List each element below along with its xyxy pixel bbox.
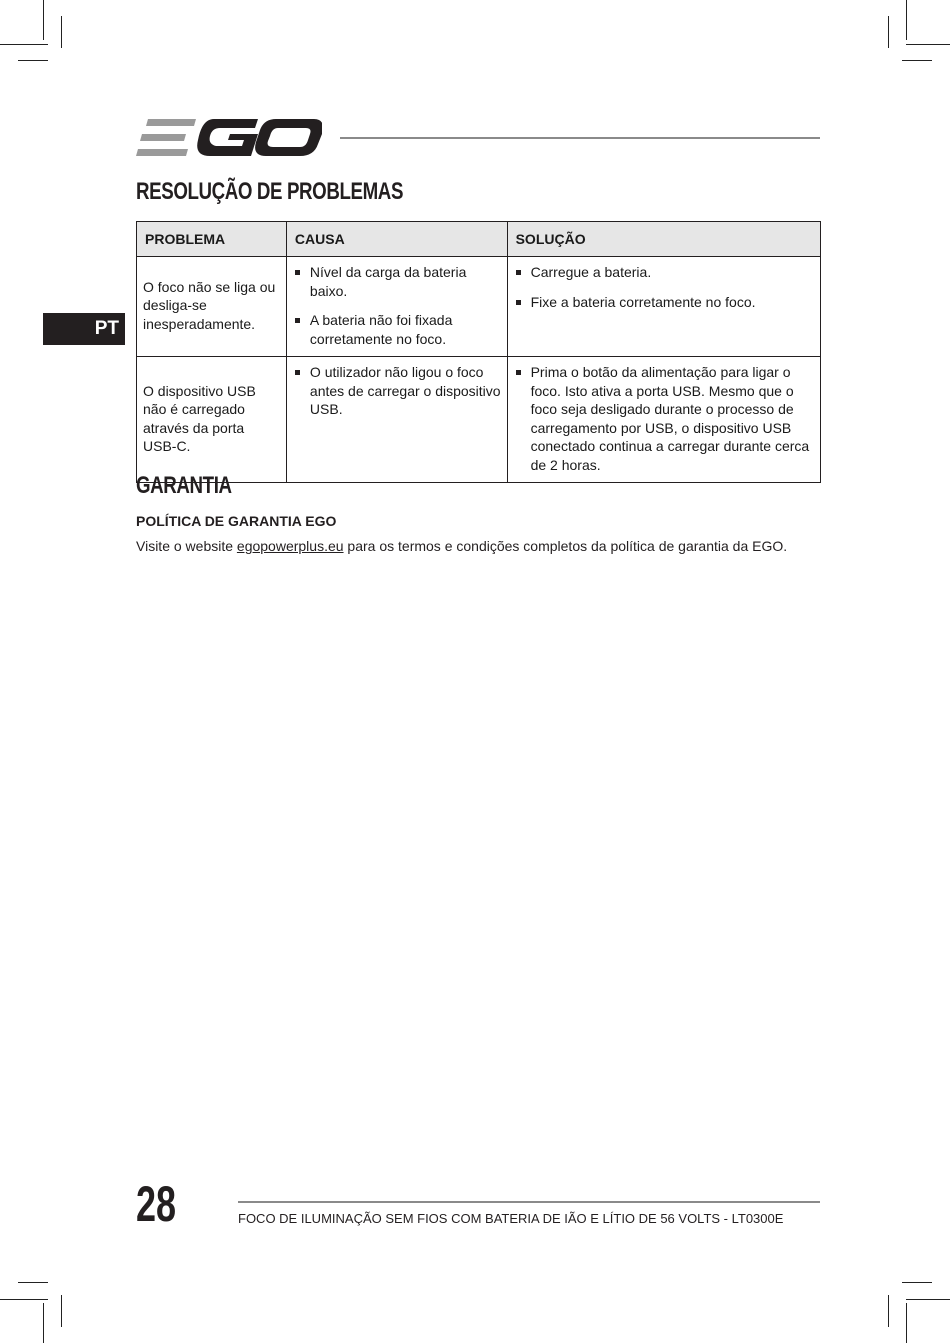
warranty-paragraph xyxy=(136,538,787,554)
cause-cell xyxy=(286,357,507,483)
crop-mark xyxy=(906,44,950,45)
page-number: 28 xyxy=(136,1176,177,1232)
solution-item: Prima o botão da alimentação para ligar o foco. Isto ativa a porta USB. Mesmo que o foco seja desligado durante o processo de carregamento por USB, o dispositivo USB conectado continua a carregar durante cerca de 2 horas. xyxy=(514,363,814,474)
header-rule xyxy=(340,137,820,139)
table-header-row xyxy=(137,222,821,257)
crop-mark xyxy=(43,0,44,40)
solution-item: Carregue a bateria. xyxy=(514,263,814,282)
crop-mark xyxy=(906,1303,907,1343)
crop-mark xyxy=(0,44,48,45)
ego-logo xyxy=(136,116,322,160)
language-tab: PT xyxy=(43,313,125,345)
crop-mark xyxy=(888,1295,889,1327)
problem-cell xyxy=(137,357,287,483)
cause-item: A bateria não foi fixada corretamente no foco. xyxy=(293,311,501,348)
crop-mark xyxy=(18,60,48,61)
solution-cell xyxy=(507,357,820,483)
crop-mark xyxy=(18,1282,48,1283)
solution-cell xyxy=(507,257,820,357)
problem-text: O foco não se liga ou desliga-se inesperadamente. xyxy=(143,278,276,332)
problem-text: O dispositivo USB não é carregado através da porta USB-C. xyxy=(143,382,256,454)
crop-mark xyxy=(61,1295,62,1327)
crop-mark xyxy=(61,16,62,48)
warranty-subtitle: POLÍTICA DE GARANTIA EGO xyxy=(136,513,337,529)
crop-mark xyxy=(902,60,932,61)
warranty-title: GARANTIA xyxy=(136,472,232,499)
solution-item: Fixe a bateria corretamente no foco. xyxy=(514,293,814,312)
warranty-text-after: para os termos e condições completos da política de garantia da EGO. xyxy=(343,538,788,554)
troubleshooting-title: RESOLUÇÃO DE PROBLEMAS xyxy=(136,178,404,205)
crop-mark xyxy=(906,1299,950,1300)
warranty-website-link[interactable]: egopowerplus.eu xyxy=(236,538,344,554)
warranty-text-before: Visite o website xyxy=(136,538,237,554)
column-header-cause: CAUSA xyxy=(286,222,507,257)
crop-mark xyxy=(888,16,889,48)
table-row xyxy=(137,257,821,357)
footer-rule xyxy=(238,1201,820,1203)
crop-mark xyxy=(902,1282,932,1283)
problem-cell xyxy=(137,257,287,357)
crop-mark xyxy=(0,1299,48,1300)
cause-cell xyxy=(286,257,507,357)
column-header-solution: SOLUÇÃO xyxy=(507,222,820,257)
crop-mark xyxy=(43,1303,44,1343)
crop-mark xyxy=(906,0,907,40)
column-header-problem: PROBLEMA xyxy=(137,222,287,257)
cause-item: O utilizador não ligou o foco antes de carregar o dispositivo USB. xyxy=(293,363,501,419)
footer-product-title: FOCO DE ILUMINAÇÃO SEM FIOS COM BATERIA DE IÃO E LÍTIO DE 56 VOLTS - LT0300E xyxy=(238,1211,784,1226)
troubleshooting-table xyxy=(136,221,821,483)
table-row xyxy=(137,357,821,483)
cause-item: Nível da carga da bateria baixo. xyxy=(293,263,501,300)
